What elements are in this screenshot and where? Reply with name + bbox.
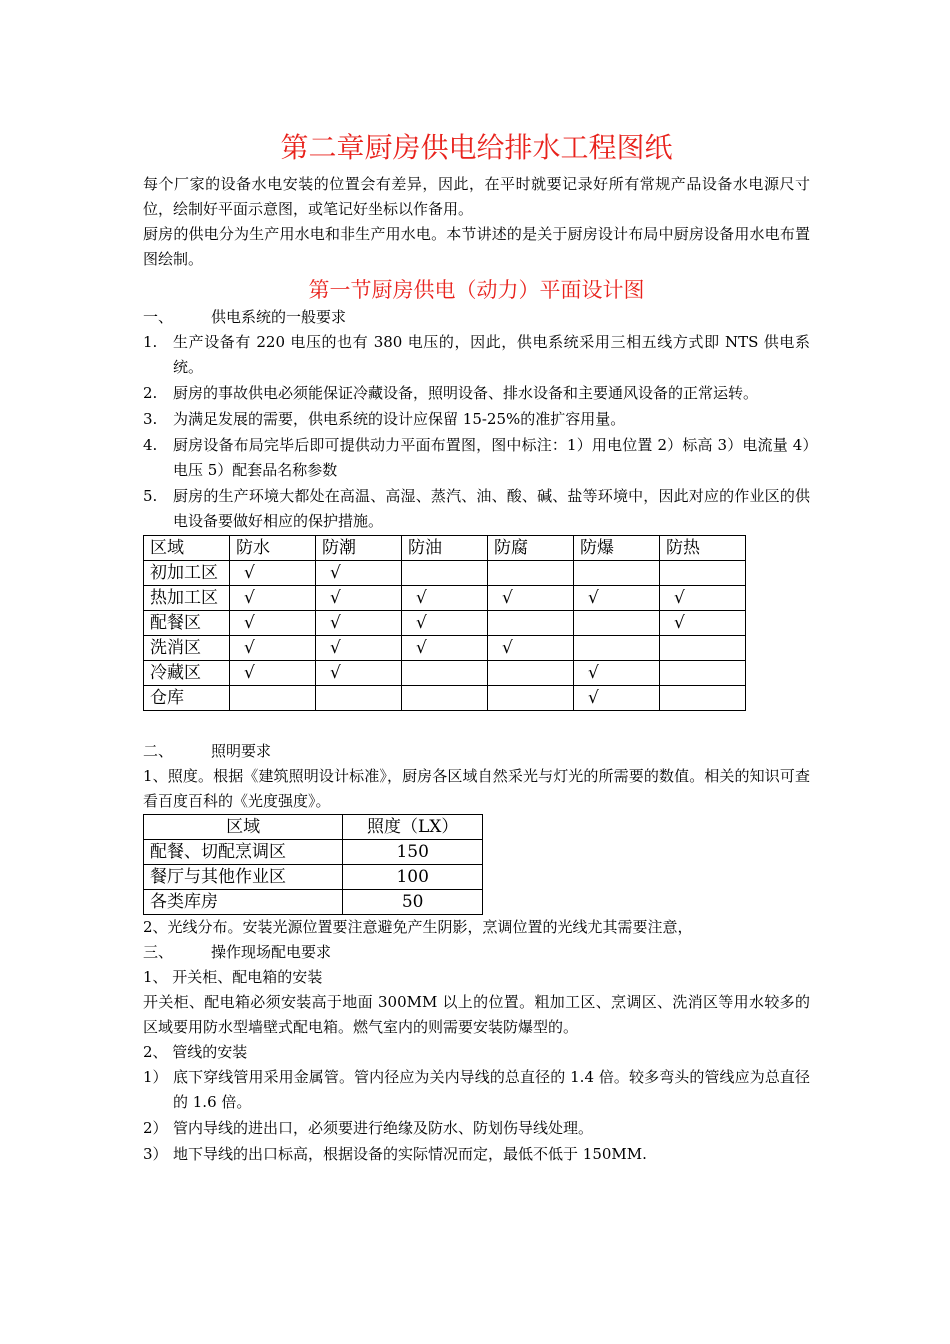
intro-paragraph-1: 每个厂家的设备水电安装的位置会有差异，因此，在平时就要记录好所有常规产品设备水电源尺寸位，绘制好平面示意图，或笔记好坐标以作备用。	[143, 175, 810, 218]
part2-title: 照明要求	[211, 742, 272, 760]
table-row	[144, 661, 746, 686]
table-cell: √	[316, 561, 402, 586]
table-cell-area: 初加工区	[144, 561, 230, 586]
table-cell	[574, 611, 660, 636]
table-cell: √	[574, 686, 660, 711]
table-cell: √	[488, 636, 574, 661]
list-item-text: 底下穿线管用采用金属管。管内径应为关内导线的总直径的 1.4 倍。较多弯头的管线应为总直径的 1.6 倍。	[173, 1068, 810, 1111]
document-content	[143, 128, 810, 1168]
list-item-text: 厨房设备布局完毕后即可提供动力平面布置图，图中标注：1）用电位置 2）标高 3）电流量 4）电压 5）配套品名称参数	[173, 436, 810, 479]
section-title: 第一节厨房供电（动力）平面设计图	[308, 278, 645, 302]
list-item	[143, 330, 810, 380]
part3-title: 操作现场配电要求	[211, 943, 332, 961]
intro-paragraph-2: 厨房的供电分为生产用水电和非生产用水电。本节讲述的是关于厨房设计布局中厨房设备用水电布置图绘制。	[143, 225, 810, 268]
table-cell	[660, 561, 746, 586]
table-cell-area: 各类库房	[144, 890, 343, 915]
subheading-conduit: 2、 管线的安装	[143, 1043, 248, 1061]
table-row	[144, 686, 746, 711]
illuminance-paragraph: 1、照度。根据《建筑照明设计标准》，厨房各区域自然采光与灯光的所需要的数值。相关的知识可查看百度百科的《光度强度》。	[143, 767, 810, 810]
table-cell	[574, 561, 660, 586]
table-cell: √	[402, 636, 488, 661]
table-cell: √	[230, 611, 316, 636]
table-cell: √	[230, 661, 316, 686]
chapter-title: 第二章厨房供电给排水工程图纸	[280, 131, 673, 164]
table-row	[144, 611, 746, 636]
list-item-text: 厨房的生产环境大都处在高温、高湿、蒸汽、油、酸、碱、盐等环境中，因此对应的作业区的供电设备要做好相应的保护措施。	[173, 487, 810, 530]
table-cell: √	[660, 586, 746, 611]
list-item-text: 地下导线的出口标高，根据设备的实际情况而定，最低不低于 150MM.	[173, 1145, 647, 1163]
table-cell: √	[316, 611, 402, 636]
list-item-text: 为满足发展的需要，供电系统的设计应保留 15-25%的准扩容用量。	[173, 410, 626, 428]
table-cell-lux: 100	[343, 865, 483, 890]
part3-heading	[143, 940, 810, 965]
table-row	[144, 561, 746, 586]
table-cell-area: 洗消区	[144, 636, 230, 661]
list-item-number: 1.	[143, 333, 158, 351]
table-header-cell: 区域	[144, 536, 230, 561]
list-item-number: 3.	[143, 410, 158, 428]
table-cell	[488, 561, 574, 586]
table-cell	[574, 636, 660, 661]
table-cell: √	[402, 611, 488, 636]
list-item-text: 生产设备有 220 电压的也有 380 电压的，因此，供电系统采用三相五线方式即 NTS 供电系统。	[173, 333, 810, 376]
table-cell: √	[488, 586, 574, 611]
table-cell: √	[660, 611, 746, 636]
table-cell: √	[316, 661, 402, 686]
table-header-cell: 防水	[230, 536, 316, 561]
illuminance-table	[143, 814, 483, 915]
list-item-number: 1）	[143, 1068, 168, 1086]
list-item-text: 厨房的事故供电必须能保证冷藏设备，照明设备、排水设备和主要通风设备的正常运转。	[173, 384, 759, 402]
list-item-number: 2.	[143, 384, 158, 402]
table-cell-lux: 50	[343, 890, 483, 915]
list-item-number: 4.	[143, 436, 158, 454]
table-cell: √	[230, 636, 316, 661]
list-item-text: 管内导线的进出口，必须要进行绝缘及防水、防划伤导线处理。	[173, 1119, 594, 1137]
table-cell: √	[230, 586, 316, 611]
table-header-cell: 照度（LX）	[343, 815, 483, 840]
part1-number: 一、	[143, 308, 174, 326]
table-row	[144, 840, 483, 865]
list-item-number: 5.	[143, 487, 158, 505]
table-cell	[402, 661, 488, 686]
table-cell	[316, 686, 402, 711]
protection-table	[143, 535, 746, 711]
table-cell	[488, 611, 574, 636]
table-cell	[488, 686, 574, 711]
table-cell: √	[316, 636, 402, 661]
table-cell: √	[316, 586, 402, 611]
spacer	[143, 711, 810, 739]
table-cell-area: 餐厅与其他作业区	[144, 865, 343, 890]
table-cell	[488, 661, 574, 686]
list-item-number: 3）	[143, 1145, 168, 1163]
part3-number: 三、	[143, 943, 174, 961]
table-cell	[402, 686, 488, 711]
table-header-cell: 防热	[660, 536, 746, 561]
list-item	[143, 484, 810, 534]
table-header-cell: 防潮	[316, 536, 402, 561]
light-distribution-paragraph: 2、光线分布。安装光源位置要注意避免产生阴影，烹调位置的光线尤其需要注意，	[143, 918, 693, 936]
table-cell-area: 仓库	[144, 686, 230, 711]
table-cell	[660, 686, 746, 711]
table-header-cell: 防腐	[488, 536, 574, 561]
part2-number: 二、	[143, 742, 174, 760]
table-cell	[660, 661, 746, 686]
table-header-cell: 防油	[402, 536, 488, 561]
list-item	[143, 1065, 810, 1115]
table-row	[144, 586, 746, 611]
table-cell: √	[230, 561, 316, 586]
table-cell: √	[402, 586, 488, 611]
table-cell-area: 热加工区	[144, 586, 230, 611]
table-row	[144, 636, 746, 661]
table-cell	[230, 686, 316, 711]
table-header-row	[144, 815, 483, 840]
part1-heading	[143, 305, 810, 330]
list-item	[143, 407, 810, 432]
table-row	[144, 865, 483, 890]
list-item	[143, 1116, 810, 1141]
switchgear-paragraph: 开关柜、配电箱必须安装高于地面 300MM 以上的位置。粗加工区、烹调区、洗消区等用水较多的区域要用防水型墙壁式配电箱。燃气室内的则需要安装防爆型的。	[143, 993, 810, 1036]
list-item	[143, 1142, 810, 1167]
subheading-switchgear: 1、 开关柜、配电箱的安装	[143, 968, 323, 986]
table-cell-area: 配餐、切配烹调区	[144, 840, 343, 865]
table-header-cell: 区域	[144, 815, 343, 840]
table-header-row	[144, 536, 746, 561]
table-row	[144, 890, 483, 915]
table-cell-area: 配餐区	[144, 611, 230, 636]
part2-heading	[143, 739, 810, 764]
list-item-number: 2）	[143, 1119, 168, 1137]
table-cell: √	[574, 661, 660, 686]
table-cell	[402, 561, 488, 586]
table-cell-lux: 150	[343, 840, 483, 865]
table-header-cell: 防爆	[574, 536, 660, 561]
table-cell-area: 冷藏区	[144, 661, 230, 686]
list-item	[143, 433, 810, 483]
list-item	[143, 381, 810, 406]
part1-title: 供电系统的一般要求	[211, 308, 347, 326]
table-cell	[660, 636, 746, 661]
table-cell: √	[574, 586, 660, 611]
